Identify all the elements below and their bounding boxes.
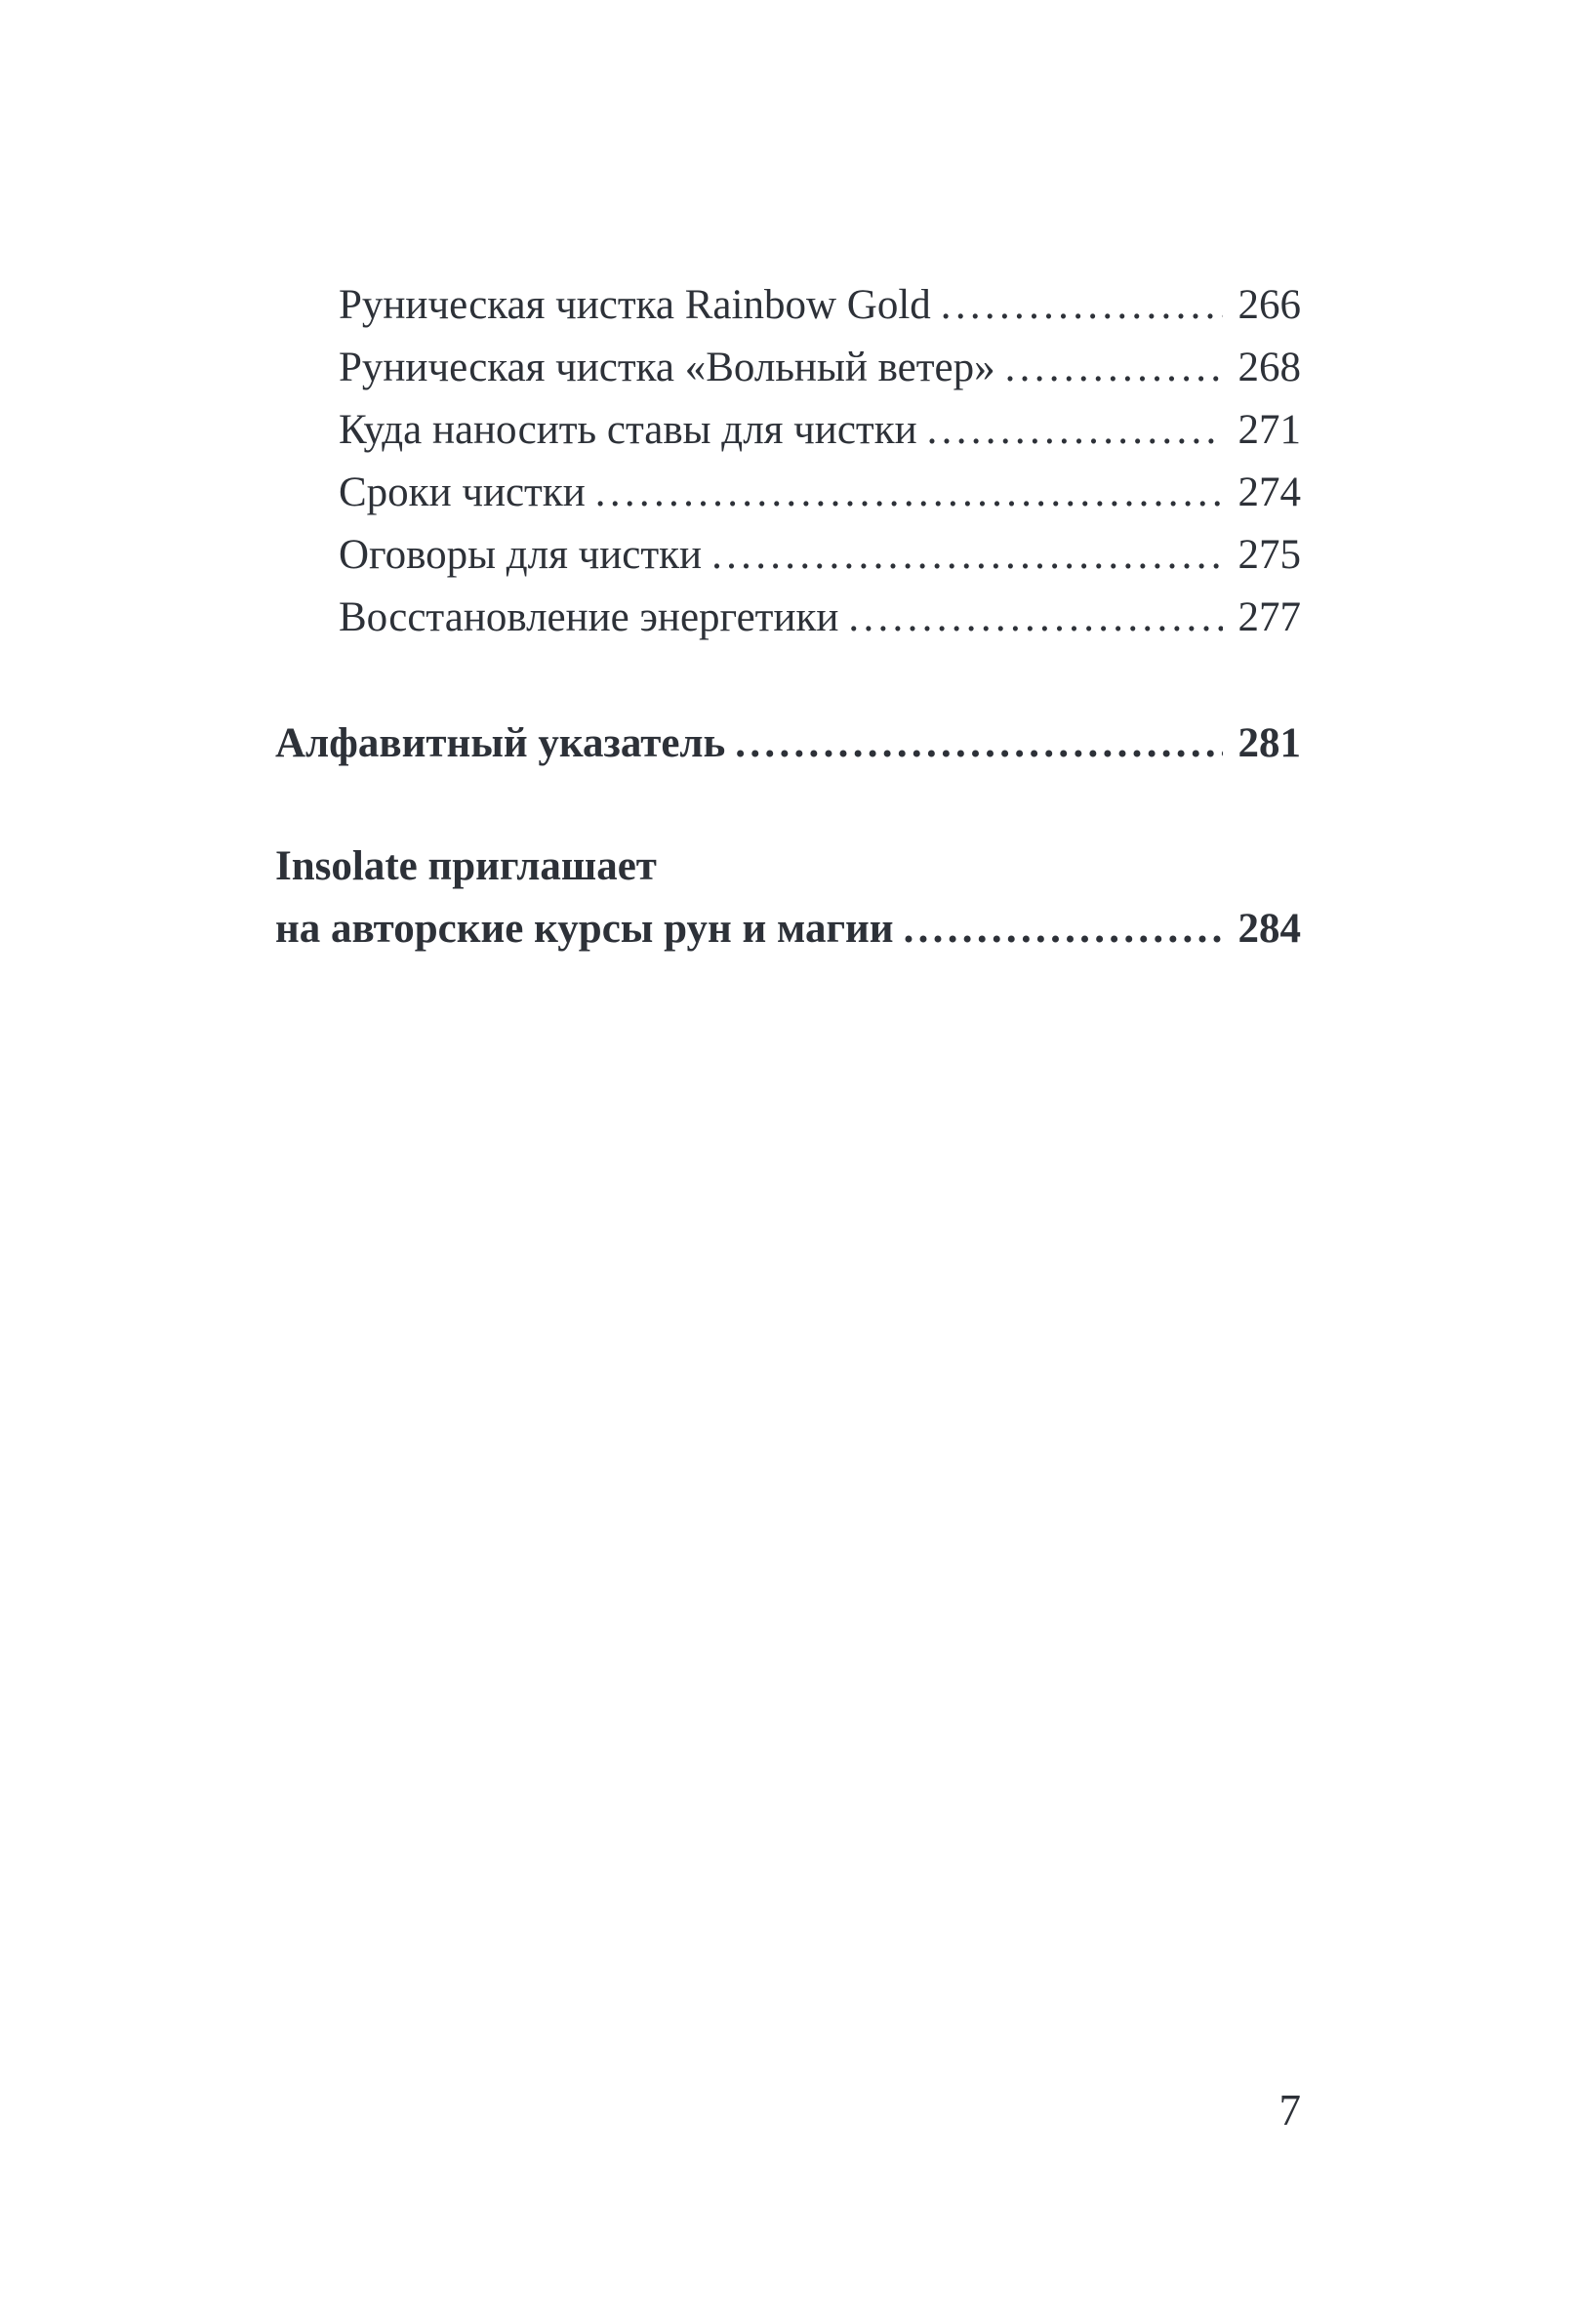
toc-entry-title: Восстановление энергетики [339,594,839,640]
dot-leader [848,587,1223,649]
toc-entry-page: 275 [1237,532,1301,578]
toc-entry-page: 268 [1237,345,1301,390]
page-folio: 7 [1278,2086,1301,2135]
toc-entry-page: 277 [1237,594,1301,640]
dot-leader [735,713,1223,775]
dot-leader [904,898,1223,960]
toc-entry [275,274,1301,337]
dot-leader [711,524,1223,587]
toc-entry-title: Куда наносить ставы для чистки [339,407,917,453]
toc-entry-page: 284 [1237,906,1301,952]
dot-leader [927,399,1223,462]
toc-entry-title: Оговоры для чистки [339,532,703,578]
toc-entry-page: 266 [1237,282,1301,328]
toc-entry-page: 271 [1237,407,1301,453]
toc-entry-title-line1: Insolate приглашает [275,843,657,889]
dot-leader [1005,337,1223,399]
toc-entry-title: Сроки чистки [339,469,586,515]
toc-entry-alphabetical-index [275,713,1301,775]
dot-leader [595,462,1223,524]
toc-entry [275,462,1301,524]
toc-entry [275,524,1301,587]
table-of-contents [275,274,1301,960]
dot-leader [941,274,1223,337]
toc-entry-title-line2: на авторские курсы рун и магии [275,906,894,952]
toc-entry-page: 281 [1237,720,1301,766]
toc-entry-title: Алфавитный указатель [275,720,726,766]
toc-entry-insolate-courses [275,836,1301,960]
toc-entry-title: Руническая чистка «Вольный ветер» [339,345,995,390]
toc-entry [275,399,1301,462]
toc-entry [275,587,1301,649]
toc-entry-title-line2-row [275,898,1301,960]
toc-entry [275,337,1301,399]
toc-entry-page: 274 [1237,469,1301,515]
toc-entry-title: Руническая чистка Rainbow Gold [339,282,931,328]
